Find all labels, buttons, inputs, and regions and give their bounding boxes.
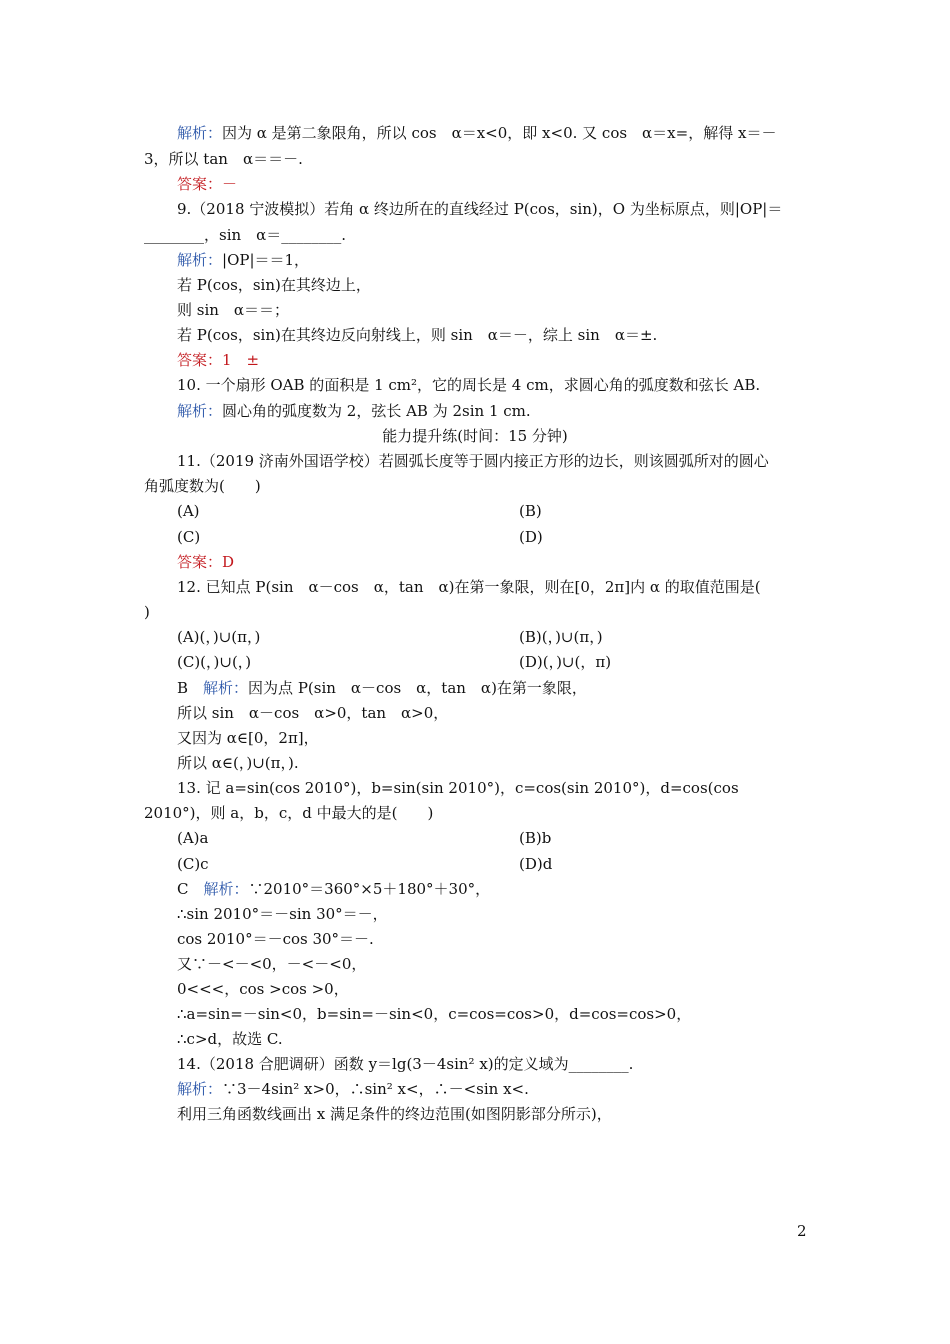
option-choice: (D) [519,528,543,546]
answer-text: 答案： [177,351,223,369]
option-choice: (B)(，)∪(π，) [519,628,603,646]
text-segment: 若 P(cos，sin)在其终边上， [177,276,371,294]
text-segment: ∴c>d，故选 C. [177,1030,283,1048]
text-segment: 12. 已知点 P(sin α－cos α，tan α)在第一象限，则在[0，2π]内 α 的取值范围是( [177,578,761,596]
text-segment: 10. 一个扇形 OAB 的面积是 1 cm²，它的周长是 4 cm，求圆心角的弧度数和弦长 AB. [177,376,761,394]
analysis-label: 解析： [177,251,223,269]
option-choice: (D)(，)∪(，π) [519,653,612,671]
text-line [177,376,760,394]
answer-text: 答案： [177,553,223,571]
text-segment: 14.（2018 合肥调研）函数 y＝lg(3－4sin² x)的定义域为________. [177,1055,634,1073]
text-line [177,1005,691,1023]
text-line [177,251,309,269]
text-segment: 因为 α 是第二象限角，所以 cos α＝x<0，即 x<0. 又 cos α＝x=，解得 x＝－ [222,124,777,142]
text-line [177,452,769,470]
section-heading [0,427,950,445]
option-choice: (C)(，)∪(，) [177,653,252,671]
text-segment: ∵3－4sin² x>0，∴sin² x<，∴－<sin x<. [222,1080,529,1098]
text-line [177,679,587,697]
text-segment: 2010°)，则 a，b，c，d 中最大的是( ) [144,804,434,822]
text-segment: ∴a=sin=－sin<0，b=sin=－sin<0，c=cos=cos>0，d=cos=cos>0， [177,1005,692,1023]
text-line [177,930,374,948]
option-choice: (A)a [177,829,209,847]
text-segment: C [177,880,204,898]
text-line [177,955,366,973]
text-line [177,905,388,923]
text-segment: B [177,679,204,697]
text-line [144,804,433,822]
text-segment: 所以 α∈(，)∪(π，). [177,754,299,772]
option-choice: (A) [177,502,200,520]
text-line [177,1080,529,1098]
text-segment: 0<<<，cos >cos >0， [177,980,349,998]
text-segment: 所以 sin α－cos α>0，tan α>0， [177,704,449,722]
text-line [144,150,303,168]
text-segment: 圆心角的弧度数为 2，弦长 AB 为 2sin 1 cm. [222,402,531,420]
text-segment: 利用三角函数线画出 x 满足条件的终边范围(如图阴影部分所示)， [177,1105,612,1123]
text-segment: cos 2010°＝－cos 30°＝－. [177,930,374,948]
text-line [177,200,782,218]
text-line [144,477,261,495]
text-segment: |OP|＝＝1， [222,251,310,269]
text-segment: 13. 记 a=sin(cos 2010°)，b=sin(sin 2010°)，c=cos(sin 2010°)，d=cos(cos [177,779,739,797]
analysis-label: 解析： [203,679,249,697]
text-line [177,351,259,369]
text-line [177,578,761,596]
option-choice: (B)b [519,829,552,847]
text-line [177,301,289,319]
text-line [177,175,237,193]
option-choice: (A)(，)∪(π，) [177,628,261,646]
text-line [177,276,371,294]
text-segment: 又因为 α∈[0，2π]， [177,729,319,747]
text-line [177,1055,633,1073]
text-segment: 又∵－<－<0，－<－<0， [177,955,367,973]
text-line [144,226,346,244]
text-line [177,1105,612,1123]
text-segment: 能力提升练(时间：15 分钟) [382,427,568,445]
text-line [177,402,531,420]
text-line [177,880,490,898]
text-segment: 角弧度数为( ) [144,477,261,495]
analysis-label: 解析： [177,124,223,142]
text-segment: 则 sin α＝＝； [177,301,290,319]
text-segment: 3，所以 tan α＝＝－. [144,150,303,168]
analysis-label: 解析： [177,1080,223,1098]
answer-text: 答案： [177,175,223,193]
text-segment: ∵2010°＝360°×5＋180°＋30°， [248,880,491,898]
text-segment: 因为点 P(sin α－cos α，tan α)在第一象限， [248,679,587,697]
analysis-label: 解析： [203,880,249,898]
text-segment: ∴sin 2010°＝－sin 30°＝－， [177,905,388,923]
option-choice: (C) [177,528,201,546]
text-line [177,729,319,747]
text-segment: ) [144,603,150,621]
text-segment: 11.（2019 济南外国语学校）若圆弧长度等于圆内接正方形的边长，则该圆弧所对的圆心 [177,452,769,470]
text-line [177,980,349,998]
answer-text: D [222,553,235,571]
text-segment: ________，sin α＝________. [144,226,347,244]
option-choice: (D)d [519,855,553,873]
text-line [177,553,234,571]
answer-text: 1 ± [222,351,260,369]
text-line [177,779,739,797]
text-line [177,754,299,772]
answer-text: － [222,175,238,193]
text-line [177,704,448,722]
page-number: 2 [797,1222,807,1240]
text-segment: 9.（2018 宁波模拟）若角 α 终边所在的直线经过 P(cos，sin)，O 为坐标原点，则|OP|＝ [177,200,783,218]
text-line [144,603,150,621]
option-choice: (B) [519,502,542,520]
text-line [177,326,657,344]
option-choice: (C)c [177,855,209,873]
text-line [177,1030,283,1048]
text-line [177,124,776,142]
analysis-label: 解析： [177,402,223,420]
text-segment: 若 P(cos，sin)在其终边反向射线上，则 sin α＝－，综上 sin α＝±. [177,326,658,344]
